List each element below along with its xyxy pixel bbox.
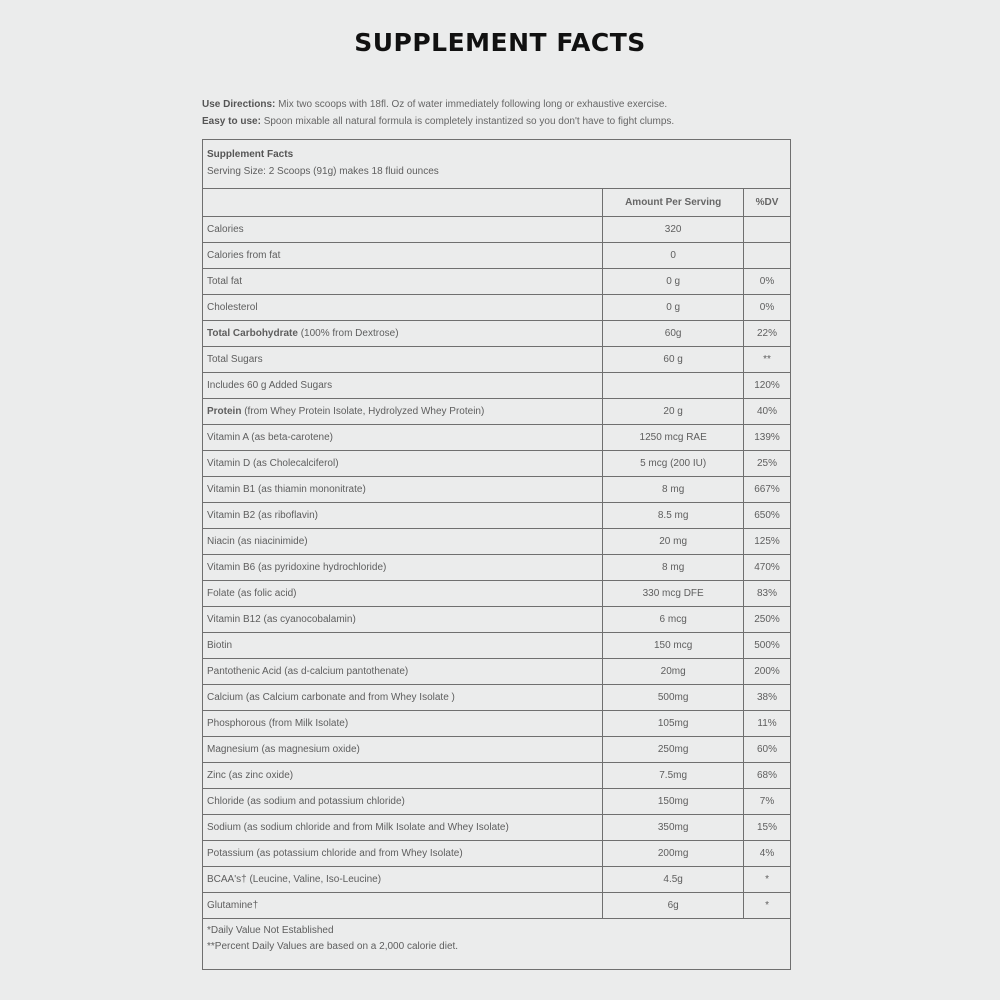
amount-per-serving: 1250 mcg RAE	[603, 425, 744, 451]
daily-value: *	[744, 867, 791, 893]
nutrient-name	[203, 477, 603, 503]
nutrient-name	[203, 815, 603, 841]
nutrient-name-text: Calories from fat	[207, 250, 281, 261]
footnote-percent-dv: **Percent Daily Values are based on a 2,000 calorie diet.	[207, 941, 459, 952]
nutrient-name	[203, 529, 603, 555]
nutrient-name	[203, 217, 603, 243]
table-row	[203, 789, 791, 815]
nutrient-name-text: Biotin	[207, 640, 233, 651]
nutrient-name	[203, 399, 603, 425]
daily-value: 83%	[744, 581, 791, 607]
daily-value: 15%	[744, 815, 791, 841]
nutrient-name	[203, 633, 603, 659]
column-header-dv: %DV	[744, 189, 791, 217]
daily-value: 38%	[744, 685, 791, 711]
footnote-row	[203, 919, 791, 970]
directions-block	[202, 96, 802, 130]
serving-size: Serving Size: 2 Scoops (91g) makes 18 fluid ounces	[207, 166, 439, 177]
amount-per-serving: 60g	[603, 321, 744, 347]
nutrient-name-bold: Protein	[207, 406, 242, 417]
table-row	[203, 607, 791, 633]
amount-per-serving: 500mg	[603, 685, 744, 711]
table-row	[203, 815, 791, 841]
nutrient-name-text: Calcium (as Calcium carbonate and from Whey Isolate )	[207, 692, 455, 703]
table-row	[203, 425, 791, 451]
nutrient-name-text: Vitamin A (as beta-carotene)	[207, 432, 333, 443]
table-row	[203, 451, 791, 477]
amount-per-serving: 0 g	[603, 269, 744, 295]
amount-per-serving: 60 g	[603, 347, 744, 373]
daily-value: 650%	[744, 503, 791, 529]
table-row	[203, 503, 791, 529]
footnote-daily-value: *Daily Value Not Established	[207, 925, 334, 936]
table-row	[203, 217, 791, 243]
daily-value	[744, 217, 791, 243]
daily-value: 11%	[744, 711, 791, 737]
amount-per-serving: 150 mcg	[603, 633, 744, 659]
daily-value: 60%	[744, 737, 791, 763]
amount-per-serving: 20 g	[603, 399, 744, 425]
table-row	[203, 295, 791, 321]
nutrient-name-text: Potassium (as potassium chloride and from Whey Isolate)	[207, 848, 463, 859]
daily-value: 500%	[744, 633, 791, 659]
daily-value	[744, 243, 791, 269]
table-row	[203, 685, 791, 711]
amount-per-serving: 320	[603, 217, 744, 243]
amount-per-serving: 250mg	[603, 737, 744, 763]
daily-value: 40%	[744, 399, 791, 425]
column-header-name	[203, 189, 603, 217]
nutrient-name-text: Vitamin B1 (as thiamin mononitrate)	[207, 484, 366, 495]
nutrient-name	[203, 373, 603, 399]
nutrient-name	[203, 763, 603, 789]
use-directions-text: Mix two scoops with 18fl. Oz of water immediately following long or exhaustive exercise.	[275, 99, 668, 110]
daily-value: 139%	[744, 425, 791, 451]
table-row	[203, 659, 791, 685]
nutrient-name-text: Chloride (as sodium and potassium chloride)	[207, 796, 405, 807]
easy-to-use-text: Spoon mixable all natural formula is completely instantized so you don't have to fight clumps.	[260, 116, 675, 127]
nutrient-name-text: BCAA's† (Leucine, Valine, Iso-Leucine)	[207, 874, 382, 885]
page-title: SUPPLEMENT FACTS	[354, 28, 646, 57]
nutrient-name	[203, 841, 603, 867]
amount-per-serving: 8.5 mg	[603, 503, 744, 529]
amount-per-serving: 20 mg	[603, 529, 744, 555]
nutrient-name-text: Glutamine†	[207, 900, 259, 911]
table-row	[203, 841, 791, 867]
nutrient-name	[203, 607, 603, 633]
nutrient-name-text: Cholesterol	[207, 302, 258, 313]
nutrient-name	[203, 555, 603, 581]
nutrient-name-text: Calories	[207, 224, 244, 235]
nutrient-name	[203, 503, 603, 529]
amount-per-serving: 150mg	[603, 789, 744, 815]
nutrient-name-text: Sodium (as sodium chloride and from Milk Isolate and Whey Isolate)	[207, 822, 509, 833]
nutrient-name-text: Total fat	[207, 276, 243, 287]
daily-value: 7%	[744, 789, 791, 815]
easy-to-use	[202, 113, 802, 130]
table-row	[203, 737, 791, 763]
table-row	[203, 243, 791, 269]
footnotes	[203, 919, 791, 970]
nutrient-name	[203, 789, 603, 815]
table-row	[203, 893, 791, 919]
nutrient-name	[203, 321, 603, 347]
facts-heading: Supplement Facts	[207, 149, 294, 160]
daily-value: **	[744, 347, 791, 373]
nutrient-name	[203, 425, 603, 451]
daily-value: 125%	[744, 529, 791, 555]
table-row	[203, 867, 791, 893]
amount-per-serving: 5 mcg (200 IU)	[603, 451, 744, 477]
amount-per-serving: 200mg	[603, 841, 744, 867]
nutrient-name	[203, 659, 603, 685]
nutrient-name-text: Vitamin B12 (as cyanocobalamin)	[207, 614, 356, 625]
nutrient-name	[203, 347, 603, 373]
nutrient-name-bold: Total Carbohydrate	[207, 328, 298, 339]
use-directions	[202, 96, 802, 113]
daily-value: 250%	[744, 607, 791, 633]
table-row	[203, 399, 791, 425]
amount-per-serving	[603, 373, 744, 399]
nutrient-name	[203, 581, 603, 607]
table-row	[203, 321, 791, 347]
daily-value: 0%	[744, 295, 791, 321]
nutrient-name-text: Phosphorous (from Milk Isolate)	[207, 718, 349, 729]
table-row	[203, 763, 791, 789]
nutrient-name	[203, 893, 603, 919]
nutrient-name-text: Vitamin D (as Cholecalciferol)	[207, 458, 339, 469]
nutrient-name-text: Zinc (as zinc oxide)	[207, 770, 294, 781]
daily-value: 4%	[744, 841, 791, 867]
daily-value: 470%	[744, 555, 791, 581]
daily-value: *	[744, 893, 791, 919]
table-header-row	[203, 140, 791, 189]
amount-per-serving: 6 mcg	[603, 607, 744, 633]
table-row	[203, 269, 791, 295]
daily-value: 667%	[744, 477, 791, 503]
amount-per-serving: 20mg	[603, 659, 744, 685]
daily-value: 22%	[744, 321, 791, 347]
nutrient-name	[203, 737, 603, 763]
table-row	[203, 711, 791, 737]
table-row	[203, 347, 791, 373]
nutrient-name	[203, 269, 603, 295]
nutrient-name-text: Pantothenic Acid (as d-calcium pantothenate)	[207, 666, 409, 677]
nutrient-name-text: Vitamin B2 (as riboflavin)	[207, 510, 318, 521]
nutrient-name-text: Includes 60 g Added Sugars	[207, 380, 333, 391]
table-row	[203, 581, 791, 607]
amount-per-serving: 6g	[603, 893, 744, 919]
amount-per-serving: 8 mg	[603, 477, 744, 503]
column-header-amount: Amount Per Serving	[603, 189, 744, 217]
nutrient-name-text: Total Sugars	[207, 354, 263, 365]
nutrient-name	[203, 451, 603, 477]
nutrient-name-text: (100% from Dextrose)	[297, 328, 399, 339]
nutrient-name-text: Vitamin B6 (as pyridoxine hydrochloride)	[207, 562, 387, 573]
daily-value: 200%	[744, 659, 791, 685]
table-row	[203, 633, 791, 659]
table-row	[203, 555, 791, 581]
amount-per-serving: 7.5mg	[603, 763, 744, 789]
table-header	[203, 140, 791, 189]
daily-value: 68%	[744, 763, 791, 789]
nutrient-name	[203, 711, 603, 737]
amount-per-serving: 350mg	[603, 815, 744, 841]
daily-value: 120%	[744, 373, 791, 399]
table-row	[203, 529, 791, 555]
daily-value: 0%	[744, 269, 791, 295]
nutrient-name	[203, 867, 603, 893]
nutrient-name	[203, 685, 603, 711]
table-row	[203, 373, 791, 399]
nutrient-name	[203, 295, 603, 321]
easy-to-use-label: Easy to use:	[202, 116, 261, 127]
amount-per-serving: 105mg	[603, 711, 744, 737]
use-directions-label: Use Directions:	[202, 99, 276, 110]
daily-value: 25%	[744, 451, 791, 477]
amount-per-serving: 330 mcg DFE	[603, 581, 744, 607]
nutrient-name-text: Folate (as folic acid)	[207, 588, 297, 599]
column-header-row	[203, 189, 791, 217]
nutrient-name-text: Magnesium (as magnesium oxide)	[207, 744, 360, 755]
amount-per-serving: 0 g	[603, 295, 744, 321]
amount-per-serving: 0	[603, 243, 744, 269]
nutrient-name	[203, 243, 603, 269]
nutrient-name-text: Niacin (as niacinimide)	[207, 536, 308, 547]
amount-per-serving: 4.5g	[603, 867, 744, 893]
table-row	[203, 477, 791, 503]
amount-per-serving: 8 mg	[603, 555, 744, 581]
nutrient-name-text: (from Whey Protein Isolate, Hydrolyzed Whey Protein)	[241, 406, 485, 417]
supplement-facts-table	[202, 139, 791, 970]
